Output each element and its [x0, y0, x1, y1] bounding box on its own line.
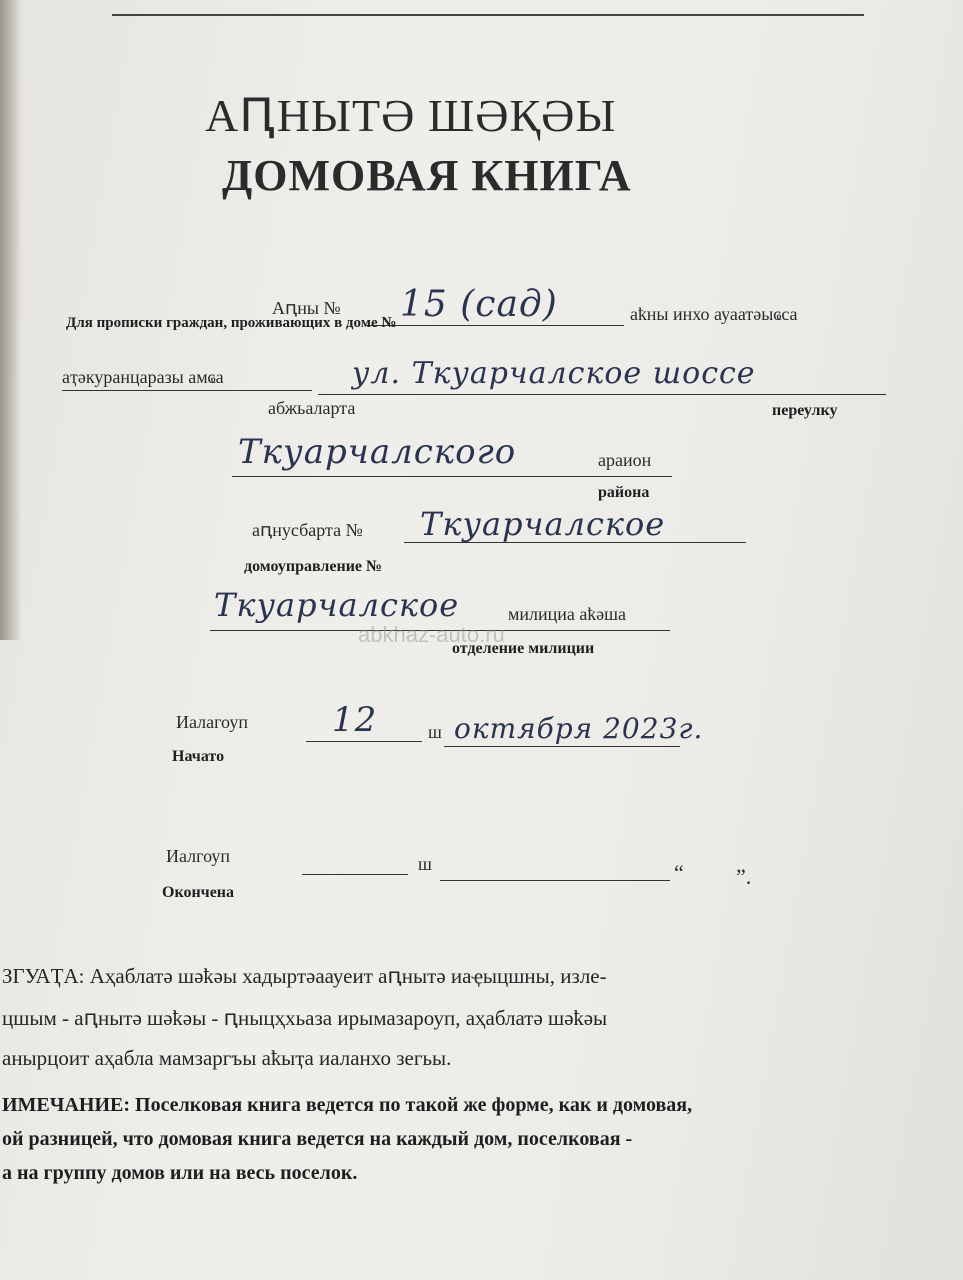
police-handwritten: Ткуарчалское: [214, 586, 460, 624]
finished-month-line: [440, 880, 670, 881]
note-russian-line-3: а на группу домов или на весь поселок.: [2, 1162, 358, 1184]
finished-quote-close: ”.: [736, 864, 752, 889]
started-day-handwritten: 12: [332, 700, 378, 740]
started-label-abkhaz: Иалагоуп: [176, 712, 248, 732]
district-label-abkhaz: араион: [598, 450, 652, 470]
house-number-handwritten: 15 (сад): [400, 284, 558, 325]
house-label-abkhaz: Аԥны №: [272, 298, 341, 318]
watermark-text: abkhaz-auto.ru: [358, 622, 505, 647]
started-day-line: [306, 741, 422, 742]
street-sub-abkhaz: абжьаларта: [268, 398, 356, 418]
street-label-underline: [62, 390, 312, 391]
house-suffix-abkhaz: аҟны инхо ауаатәыҩса: [630, 304, 798, 324]
finished-quote-open: “: [674, 860, 684, 885]
finished-label-russian: Окончена: [162, 884, 235, 901]
street-line: [318, 394, 886, 395]
management-handwritten: Ткуарчалское: [420, 505, 666, 543]
note-abkhaz-line-3: анырцоит аҳабла мамзаргъы аҟыҭа иаланхо зегьы.: [2, 1046, 452, 1070]
note-russian-line-2: ой разницей, что домовая книга ведется на каждый дом, поселковая -: [2, 1128, 633, 1150]
house-number-line: [366, 325, 624, 326]
management-label-russian: домоуправление №: [244, 558, 383, 575]
note-russian-line-1: ИМЕЧАНИЕ: Поселковая книга ведется по такой же форме, как и домовая,: [2, 1094, 693, 1116]
house-label-russian: Для прописки граждан, проживающих в доме №: [66, 315, 397, 331]
finished-day-line: [302, 874, 408, 875]
started-label-russian: Начато: [172, 748, 225, 765]
finished-label-abkhaz: Иалгоуп: [166, 846, 231, 866]
district-line: [232, 476, 672, 477]
street-label-abkhaz: аҭәкуранцаразы амҩа: [62, 367, 224, 387]
page-shadow: [0, 0, 22, 640]
street-sub-russian: переулку: [772, 402, 838, 419]
top-rule: [112, 14, 864, 16]
title-abkhaz: АԤНЫТӘ ШӘҚӘЫ: [205, 90, 617, 141]
started-month-line: [444, 746, 680, 747]
district-label-russian: района: [598, 484, 650, 501]
finished-sh: ш: [418, 854, 432, 874]
street-handwritten: ул. Ткуарчалское шоссе: [352, 356, 756, 391]
started-month-year-handwritten: октября 2023г.: [454, 712, 704, 745]
note-abkhaz-line-2: цшым - аԥнытә шәҟәы - ԥныцҳхьаза ирымазароуп, аҳаблатә шәҟәы: [2, 1006, 608, 1030]
police-label-russian: отделение милиции: [452, 640, 595, 657]
district-handwritten: Ткуарчалского: [238, 432, 517, 472]
title-russian: ДОМОВАЯ КНИГА: [222, 151, 632, 200]
management-label-abkhaz: аԥнусбарта №: [252, 520, 363, 540]
started-sh: ш: [428, 722, 442, 742]
police-label-abkhaz: милициа аҟәша: [508, 604, 626, 624]
note-abkhaz-line-1: ЗГУАҬА: Аҳаблатә шәҟәы хадыртәаауеит аԥнытә иаҿыцшны, изле-: [2, 964, 607, 988]
